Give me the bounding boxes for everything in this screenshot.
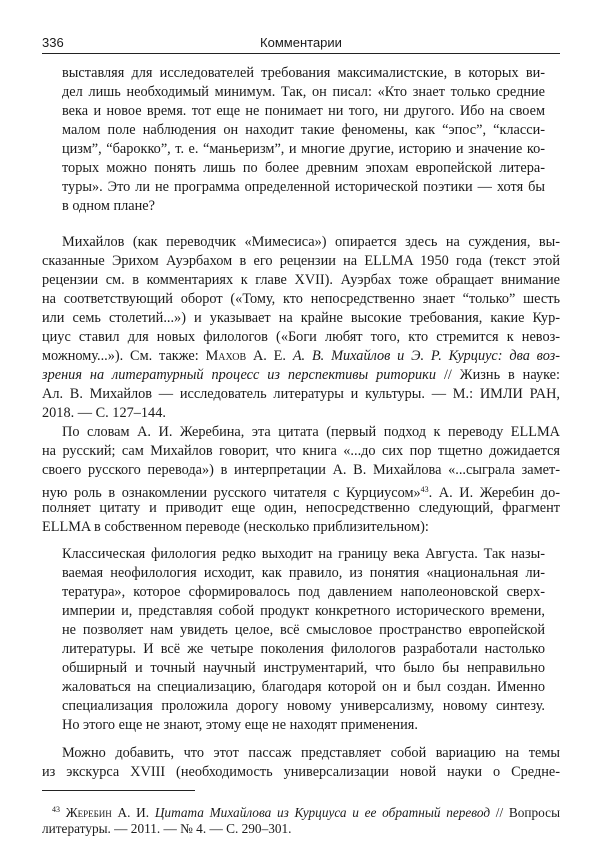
text-segment: выставляя для исследователей требования максималистские, в которых ви- [62,65,545,81]
text-segment: ваемая неофилология исходит, как правило, из понятия «национальная ли- [62,565,545,581]
text-line [42,423,560,442]
text-line [62,178,545,197]
text-line [42,290,560,309]
italic-text: А. В. Михайлов и Э. Р. Курциус: два воз- [292,348,560,364]
text-segment: // Жизнь в науке: [436,367,560,383]
text-segment: // Вопросы [490,805,561,820]
text-line [42,499,560,518]
text-segment: циус ставил для новых филологов («Боги любят того, кто стремится к невоз- [42,329,560,345]
text-segment: . А. И. Жеребин до- [428,485,560,501]
text-segment: тература», которое сформировалось под давлением наполеоновской сверх- [62,584,545,600]
text-segment: Жеребин [65,805,112,820]
text-line [42,442,560,461]
text-segment: А. И. [111,805,155,820]
block-quote [62,64,545,216]
text-line [62,102,545,121]
text-line [62,659,545,678]
text-segment: Ал. В. Михайлов — исследователь литературы и культуры. — М.: ИМЛИ РАН, [42,386,560,402]
paragraph [42,744,560,782]
text-line [42,800,560,819]
text-line [62,621,545,640]
page-number: 336 [42,35,64,50]
text-line [42,271,560,290]
text-line [42,763,560,782]
text-segment: Махов [205,348,247,364]
text-line [62,140,545,159]
text-segment: можному...»). См. также: [42,348,206,364]
text-line [42,518,560,537]
text-segment: ELLMA в собственном переводе (несколько приблизительном): [42,519,429,535]
italic-text: зрения на литературный процесс из перспективы риторики [42,367,437,383]
page-body [0,64,600,782]
text-segment: сказанные Эрихом Ауэрбахом в его рецензии на ELLMA 1950 года (текст этой [42,253,560,269]
text-line [62,678,545,697]
text-line [42,347,560,366]
text-line [42,744,560,763]
italic-text: Цитата Михайлова из Курциуса и ее обратный перевод [154,805,491,820]
text-segment: цизм”, “барокко”, т. е. “маньеризм”, и многие другие, историю и значение ко- [62,141,545,157]
text-segment: рецензии см. в комментариях к главе XVII). Ауэрбах тоже обращает внимание [42,272,560,288]
text-segment: малом поле наблюдения он находит такие феномены, как “эпос”, “класси- [62,122,545,138]
text-segment: жаловаться на специализацию, благодаря которой он и был создан. Именно [62,679,545,695]
footnote-ref[interactable]: 43 [52,805,60,814]
paragraph [42,233,560,423]
text-segment: на русский; сам Михайлов говорит, что книга «...до сих пор тщетно дожидается [42,443,560,459]
text-line [42,385,560,404]
paragraph [42,423,560,537]
running-header [42,34,560,52]
text-segment: своего русского перевода») в интерпретации А. В. Михайлова «...сыграла замет- [42,462,560,478]
footnote [42,800,560,838]
text-line [62,564,545,583]
text-segment: А. Е. [246,348,293,364]
text-segment: не позволяет нам увидеть целое, всё смысловое пространство европейской [62,622,545,638]
running-title: Комментарии [260,35,342,50]
text-line [62,197,545,216]
text-line [62,64,545,83]
text-segment: или семь столетий...») и указывает на крайне высокие требования, какие Кур- [42,310,560,326]
text-line [62,583,545,602]
text-segment: ную роль в ознакомлении русского читателя с Курциусом» [42,485,421,501]
text-line [62,83,545,102]
text-segment: обширный и точный научный инструментарий, что было бы неправильно [62,660,545,676]
text-segment: Но этого еще не знают, этому еще не находят применения. [62,717,418,733]
text-line [42,366,560,385]
text-segment: Михайлов (как переводчик «Мимесиса») опирается здесь на суждения, вы- [62,234,560,250]
text-line [62,602,545,621]
text-segment: Можно добавить, что этот пассаж представляет собой вариацию на темы [62,745,560,761]
text-line [62,159,545,178]
text-line [42,328,560,347]
text-line [42,233,560,252]
text-segment: полняет цитату и приводит еще один, непосредственно следующий, фрагмент [42,500,560,516]
text-segment: 2018. — С. 127–144. [42,405,166,421]
text-segment: специализация проложила дорогу новому универсализму, новому синтезу. [62,698,545,714]
header-rule [42,53,560,54]
text-line [62,716,545,735]
text-line [42,404,560,423]
text-line [42,819,560,838]
text-line [42,480,560,499]
text-segment: империи и, представляя собой продукт конкретного исторического времени, [62,603,545,619]
text-line [42,309,560,328]
text-segment: туры». Это ли не программа определенной исторической поэтики — хотя бы [62,179,545,195]
text-segment: века и новое время. тот еще не понимает ни того, ни другого. Ибо на своем [62,103,545,119]
text-line [62,640,545,659]
text-segment: Классическая филология редко выходит на границу века Августа. Так назы- [62,546,545,562]
block-quote [62,545,545,735]
text-segment: из экскурса XVIII (необходимость универсализации новой науки о Средне- [42,764,560,780]
text-segment: литературы. И всё же четыре поколения филологов разработали настолько [62,641,545,657]
footnote-ref[interactable]: 43 [420,485,429,494]
text-segment: По словам А. И. Жеребина, эта цитата (первый подход к переводу ELLMA [62,424,560,440]
text-line [42,252,560,271]
footnote-separator [42,790,195,791]
text-line [62,545,545,564]
text-line [62,697,545,716]
text-segment: торых можно понять лишь по более древним эпохам европейской литера- [62,160,545,176]
text-segment: в одном плане? [62,198,155,214]
text-segment: литературы. — 2011. — № 4. — С. 290–301. [42,821,292,836]
text-line [42,461,560,480]
text-segment: дел лишь необходимый минимум. Так, он писал: «Кто знает только средние [62,84,545,100]
text-segment: на соответствующий оборот («Тому, кто непосредственно знает “только” шесть [42,291,560,307]
text-line [62,121,545,140]
